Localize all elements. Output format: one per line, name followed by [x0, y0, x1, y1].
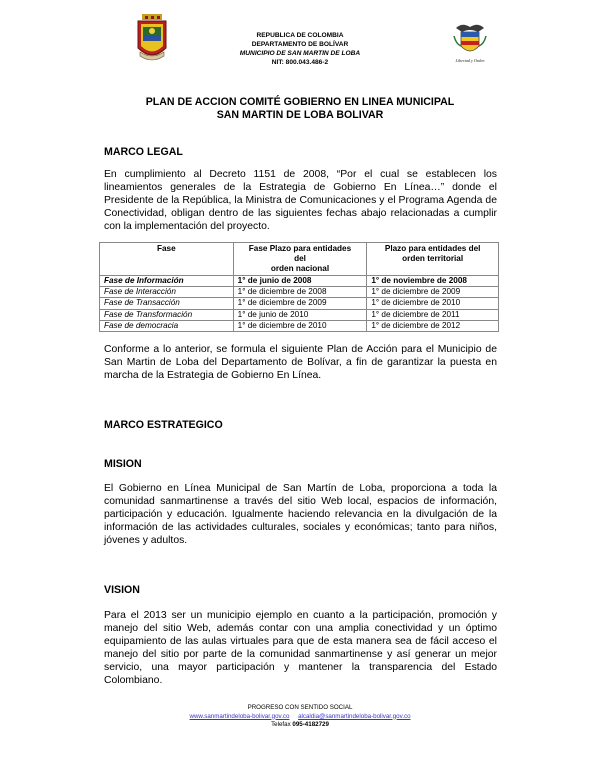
table-cell-national: 1° de junio de 2010 — [233, 309, 367, 320]
table-cell-phase: Fase de Transacción — [100, 298, 234, 309]
table-header-national-line: del — [294, 254, 306, 263]
letterhead-country: REPUBLICA DE COLOMBIA — [256, 32, 344, 39]
letterhead — [190, 31, 410, 67]
document-title-line2: SAN MARTIN DE LOBA BOLIVAR — [216, 109, 384, 121]
table-header-national-line: orden nacional — [270, 264, 330, 273]
table-cell-phase: Fase de Transformación — [100, 309, 234, 320]
table-cell-national: 1° de diciembre de 2010 — [233, 320, 367, 331]
footer-slogan: PROGRESO CON SENTIDO SOCIAL — [247, 704, 353, 711]
vision-paragraph: Para el 2013 ser un municipio ejemplo en cuanto a la participación, promoción y manejo del sitio Web, además contar con una amplia conectividad y un óptimo equipamiento de las aulas virtuales para que de esta manera sea de fácil acceso el manejo del sitio por parte de la comunidad sanmartinense y así generar un mejor servicio, una mayor participación y mantener la transparencia del Estado Colombiano. — [104, 610, 497, 686]
table-row — [100, 287, 499, 298]
mision-heading: MISION — [104, 458, 142, 470]
letterhead-municipality: MUNICIPIO DE SAN MARTIN DE LOBA — [239, 50, 361, 57]
table-header-national-line: Fase Plazo para entidades — [248, 244, 352, 253]
table-cell-phase: Fase de Información — [100, 276, 234, 287]
table-row — [100, 276, 499, 287]
table-header-territorial — [367, 243, 499, 276]
table-cell-phase: Fase de Interacción — [100, 287, 234, 298]
conforme-paragraph: Conforme a lo anterior, se formula el siguiente Plan de Acción para el Municipio de San Martin de Loba del Departamento de Bolívar, a fin de garantizar la puesta en marcha de la Estrategia de Gobierno En Línea. — [104, 344, 497, 381]
table-cell-territorial: 1° de diciembre de 2010 — [367, 298, 499, 309]
phases-table — [99, 242, 499, 332]
footer-website-link[interactable]: www.sanmartindeloba-bolivar.gov.co — [189, 712, 290, 720]
table-cell-territorial: 1° de noviembre de 2008 — [367, 276, 499, 287]
table-row — [100, 320, 499, 331]
marco-legal-paragraph: En cumplimiento al Decreto 1151 de 2008, “Por el cual se establecen los lineamientos generales de la Estrategia de Gobierno En Línea…” donde el Presidente de la República, la Ministra de Comunicaciones y el Programa Agenda de Conectividad, obligan dentro de las siguientes fechas abajo relacionadas a cumplir con la implementación del proyecto. — [104, 169, 497, 232]
table-row — [100, 298, 499, 309]
table-header-national — [233, 243, 367, 276]
colombia-coat-of-arms-icon — [452, 22, 488, 66]
table-cell-national: 1° de diciembre de 2008 — [233, 287, 367, 298]
table-cell-phase: Fase de democracia — [100, 320, 234, 331]
table-cell-national: 1° de junio de 2008 — [233, 276, 367, 287]
letterhead-nit: NIT: 800.043.486-2 — [271, 59, 329, 66]
marco-legal-heading: MARCO LEGAL — [104, 146, 183, 158]
table-header-territorial-line: orden territorial — [402, 254, 464, 263]
document-title-line1: PLAN DE ACCION COMITÉ GOBIERNO EN LINEA MUNICIPAL — [145, 96, 455, 108]
table-header-territorial-line: Plazo para entidades del — [384, 244, 481, 253]
table-cell-territorial: 1° de diciembre de 2009 — [367, 287, 499, 298]
document-title — [60, 96, 540, 122]
footer-phone — [150, 721, 450, 730]
page-footer — [150, 704, 450, 730]
table-header-row — [100, 243, 499, 276]
vision-heading: VISION — [104, 584, 140, 596]
seal-motto: Libertad y Orden — [455, 58, 485, 63]
footer-phone-label: Telefax — [271, 721, 291, 728]
footer-email-link[interactable]: alcaldia@sanmartindeloba-bolivar.gov.co — [298, 712, 411, 720]
table-header-fase: Fase — [100, 243, 234, 276]
table-row — [100, 309, 499, 320]
table-cell-territorial: 1° de diciembre de 2011 — [367, 309, 499, 320]
table-cell-territorial: 1° de diciembre de 2012 — [367, 320, 499, 331]
table-cell-national: 1° de diciembre de 2009 — [233, 298, 367, 309]
marco-estrategico-heading: MARCO ESTRATEGICO — [104, 419, 223, 431]
footer-phone-number: 095-4182729 — [292, 721, 329, 728]
mision-paragraph: El Gobierno en Línea Municipal de San Martín de Loba, proporciona a toda la comunidad sanmartinense a través del sitio Web local, espacios de información, participación y educación. Igualmente haciendo relevancia en la divulgación de la información de las actividades culturales, sociales y económicas; tanto para niños, jóvenes y adultos. — [104, 483, 497, 546]
footer-links — [150, 713, 450, 722]
municipal-coat-of-arms-icon — [136, 14, 168, 64]
letterhead-department: DEPARTAMENTO DE BOLÍVAR — [251, 41, 349, 48]
